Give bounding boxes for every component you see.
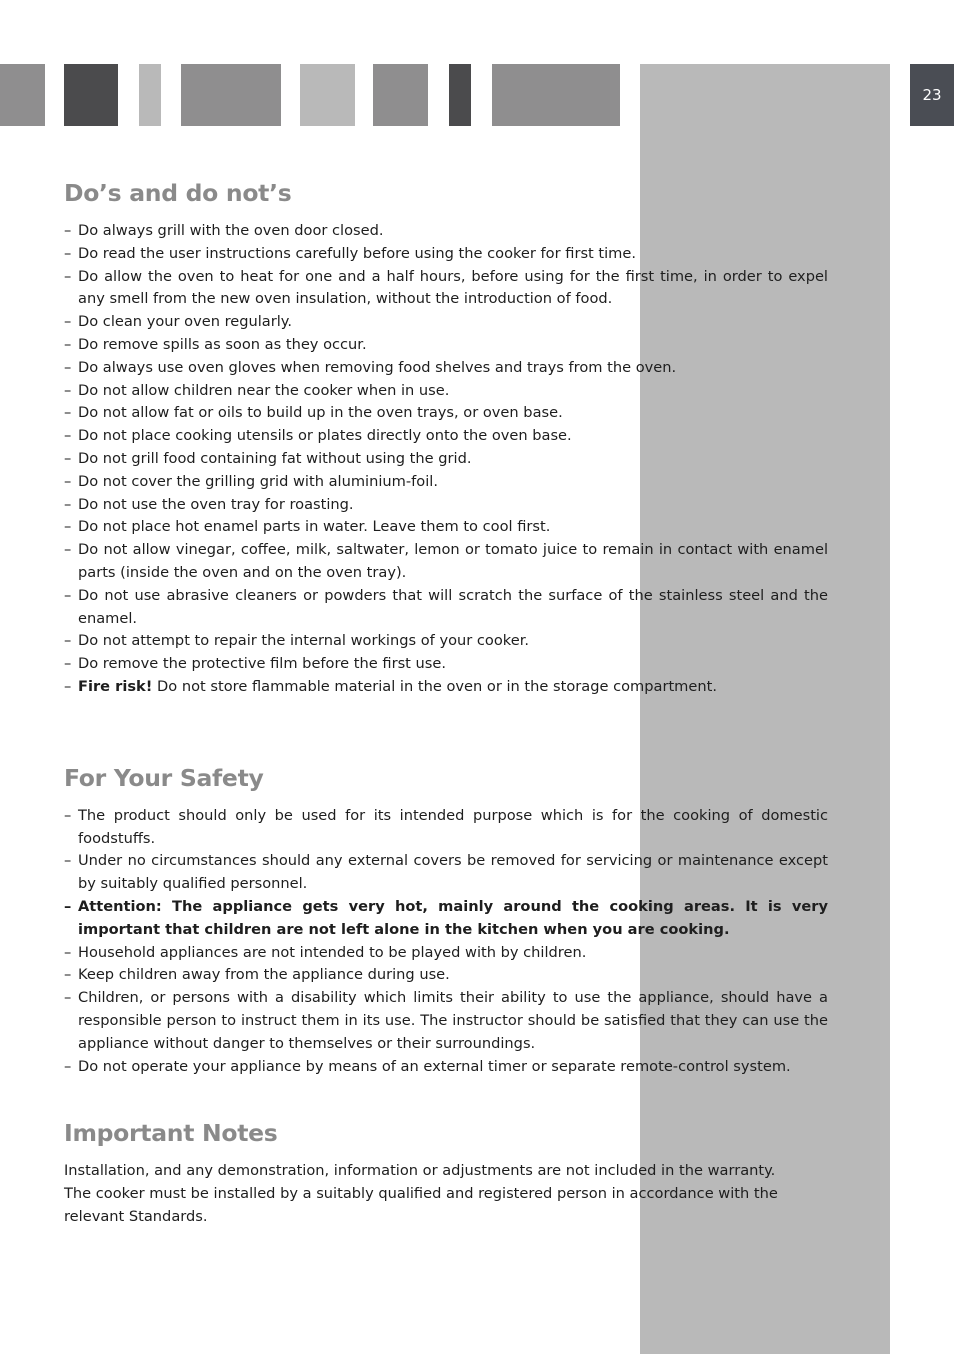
- list-item: – Do always grill with the oven door closed.: [64, 220, 828, 243]
- notes-line-warranty: Installation, and any demonstration, information or adjustments are not included in the warranty.: [64, 1162, 776, 1180]
- dos-section: [64, 178, 828, 699]
- list-item: – Do not allow vinegar, coffee, milk, saltwater, lemon or tomato juice to remain in contact with enamel parts (inside the oven and on the oven tray).: [64, 539, 828, 585]
- list-item: – Do allow the oven to heat for one and a half hours, before using for the first time, in order to expel any smell from the new oven insulation, without the introduction of food.: [64, 266, 828, 312]
- page-number: 23: [910, 64, 954, 126]
- list-item: – Do remove spills as soon as they occur.: [64, 334, 828, 357]
- list-item: – Do always use oven gloves when removing food shelves and trays from the oven.: [64, 357, 828, 380]
- header-block-3: [139, 64, 161, 126]
- list-item: – Do not use abrasive cleaners or powders that will scratch the surface of the stainless steel and the enamel.: [64, 585, 828, 631]
- list-item: – Do clean your oven regularly.: [64, 311, 828, 334]
- attention-item: – Attention: The appliance gets very hot, mainly around the cooking areas. It is very important that children are not left alone in the kitchen when you are cooking.: [64, 896, 828, 942]
- fire-risk-item: [64, 676, 828, 699]
- list-item: – Household appliances are not intended to be played with by children.: [64, 942, 828, 965]
- header-block-2: [64, 64, 118, 126]
- fire-risk-label: Fire risk!: [78, 677, 153, 695]
- list-item: – Do not attempt to repair the internal workings of your cooker.: [64, 630, 828, 653]
- page-content: [64, 178, 828, 1229]
- fire-risk-text: Do not store flammable material in the oven or in the storage compartment.: [152, 677, 717, 695]
- header-block-5: [300, 64, 355, 126]
- notes-heading: Important Notes: [64, 1119, 278, 1148]
- header-block-8: [492, 64, 620, 126]
- dos-list: [64, 220, 828, 699]
- list-item: – Do remove the protective film before the first use.: [64, 653, 828, 676]
- header-block-1: [0, 64, 45, 126]
- notes-section: [64, 1118, 828, 1228]
- safety-heading: For Your Safety: [64, 763, 264, 792]
- list-item: – Children, or persons with a disability which limits their ability to use the appliance, should have a responsible person to instruct them in its use. The instructor should be satisfied that they can use the appliance without danger to themselves or their surroundings.: [64, 987, 828, 1055]
- safety-section: [64, 763, 828, 1079]
- list-item: – Do read the user instructions carefully before using the cooker for first time.: [64, 243, 828, 266]
- header-block-4: [181, 64, 281, 126]
- list-item: – Do not place hot enamel parts in water. Leave them to cool first.: [64, 516, 828, 539]
- list-item: – Under no circumstances should any external covers be removed for servicing or maintenance except by suitably qualified personnel.: [64, 850, 828, 896]
- list-item: – Do not grill food containing fat without using the grid.: [64, 448, 828, 471]
- dos-heading: Do’s and do not’s: [64, 179, 292, 207]
- header-block-6: [373, 64, 428, 126]
- list-item: – Do not operate your appliance by means of an external timer or separate remote-control system.: [64, 1056, 828, 1079]
- list-item: – Do not allow children near the cooker when in use.: [64, 380, 828, 403]
- list-item: – Keep children away from the appliance during use.: [64, 964, 828, 987]
- list-item: – Do not allow fat or oils to build up in the oven trays, or oven base.: [64, 402, 828, 425]
- list-item: – Do not place cooking utensils or plates directly onto the oven base.: [64, 425, 828, 448]
- list-item: – The product should only be used for its intended purpose which is for the cooking of domestic foodstuffs.: [64, 805, 828, 851]
- notes-line-installation: The cooker must be installed by a suitably qualified and registered person in accordance with the relevant Standards.: [64, 1185, 778, 1225]
- list-item: – Do not use the oven tray for roasting.: [64, 494, 828, 517]
- list-item: – Do not cover the grilling grid with aluminium-foil.: [64, 471, 828, 494]
- header-block-7: [449, 64, 471, 126]
- safety-list: [64, 805, 828, 1079]
